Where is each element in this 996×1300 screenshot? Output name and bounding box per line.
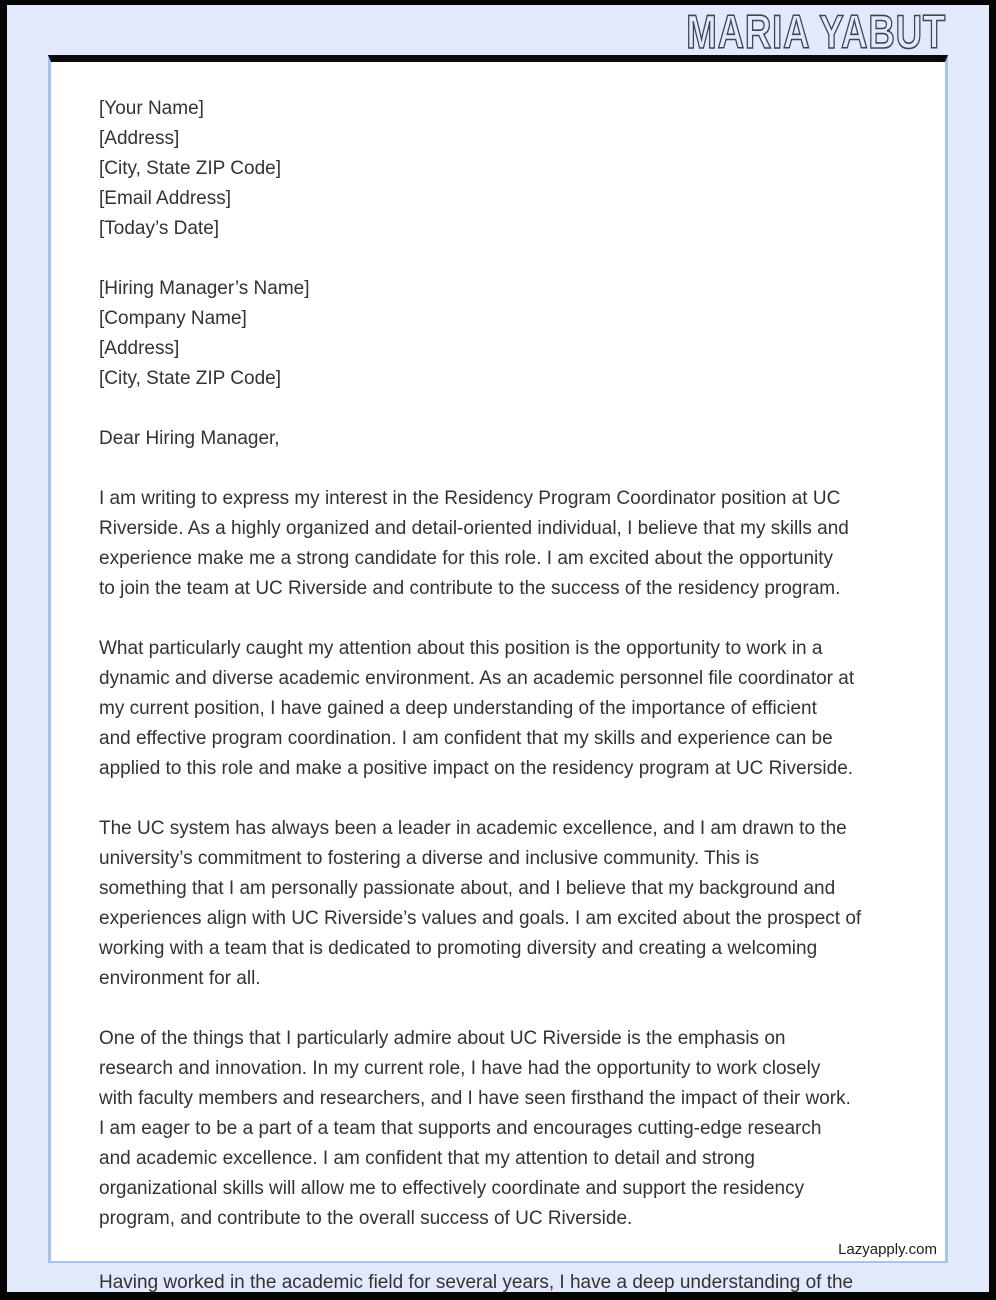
letter-paragraph: [99, 94, 901, 244]
letter-line: applied to this role and make a positive impact on the residency program at UC Riverside.: [99, 758, 854, 779]
letter-line: and effective program coordination. I am confident that my skills and experience can be: [99, 728, 833, 749]
letter-line: something that I am personally passionate about, and I believe that my background and: [99, 878, 836, 899]
letter-body: [51, 62, 945, 1234]
letter-line: [City, State ZIP Code]: [99, 158, 281, 179]
letter-line: [Company Name]: [99, 308, 247, 329]
letter-line: What particularly caught my attention about this position is the opportunity to work in a: [99, 638, 823, 659]
letter-line: dynamic and diverse academic environment. As an academic personnel file coordinator at: [99, 668, 855, 689]
letter-line: and academic excellence. I am confident that my attention to detail and strong: [99, 1148, 755, 1169]
letter-line: [City, State ZIP Code]: [99, 368, 281, 389]
letter-line: [Email Address]: [99, 188, 231, 209]
letter-line: I am writing to express my interest in the Residency Program Coordinator position at UC: [99, 488, 841, 509]
footer-brand: Lazyapply.com: [838, 1241, 937, 1258]
letter-line: organizational skills will allow me to effectively coordinate and support the residency: [99, 1178, 805, 1199]
letter-line: with faculty members and researchers, and I have seen firsthand the impact of their work.: [99, 1088, 851, 1109]
letterhead-name: MARIA YABUT: [686, 5, 946, 58]
letter-paragraph: [99, 484, 901, 604]
letter-line: experience make me a strong candidate for this role. I am excited about the opportunity: [99, 548, 834, 569]
letter-line: The UC system has always been a leader in academic excellence, and I am drawn to the: [99, 818, 847, 839]
letter-line: working with a team that is dedicated to promoting diversity and creating a welcoming: [99, 938, 818, 959]
letter-line: program, and contribute to the overall success of UC Riverside.: [99, 1208, 633, 1229]
letter-line: One of the things that I particularly admire about UC Riverside is the emphasis on: [99, 1028, 786, 1049]
letter-line: Dear Hiring Manager,: [99, 428, 280, 449]
letter-paragraph: [99, 424, 901, 454]
letter-line: [Address]: [99, 128, 180, 149]
letter-paragraph: [99, 814, 901, 994]
letter-line: research and innovation. In my current role, I have had the opportunity to work closely: [99, 1058, 821, 1079]
letter-line: [Today’s Date]: [99, 218, 220, 239]
letter-line: [Your Name]: [99, 98, 204, 119]
letter-paragraph: [99, 1024, 901, 1234]
letter-line: [Address]: [99, 338, 180, 359]
letter-line: to join the team at UC Riverside and contribute to the success of the residency program.: [99, 578, 841, 599]
letter-line: my current position, I have gained a deep understanding of the importance of efficient: [99, 698, 817, 719]
letter-line: environment for all.: [99, 968, 261, 989]
letter-line: I am eager to be a part of a team that supports and encourages cutting-edge research: [99, 1118, 822, 1139]
page2-first-line: Having worked in the academic field for several years, I have a deep understanding of the: [99, 1272, 854, 1293]
letter-line: university’s commitment to fostering a diverse and inclusive community. This is: [99, 848, 759, 869]
letter-line: Riverside. As a highly organized and detail-oriented individual, I believe that my skills and: [99, 518, 849, 539]
letter-paragraph: [99, 274, 901, 394]
letter-paragraph: [99, 634, 901, 784]
letter-line: experiences align with UC Riverside’s values and goals. I am excited about the prospect of: [99, 908, 862, 929]
letter-page: [48, 55, 948, 1263]
letter-line: [Hiring Manager’s Name]: [99, 278, 310, 299]
